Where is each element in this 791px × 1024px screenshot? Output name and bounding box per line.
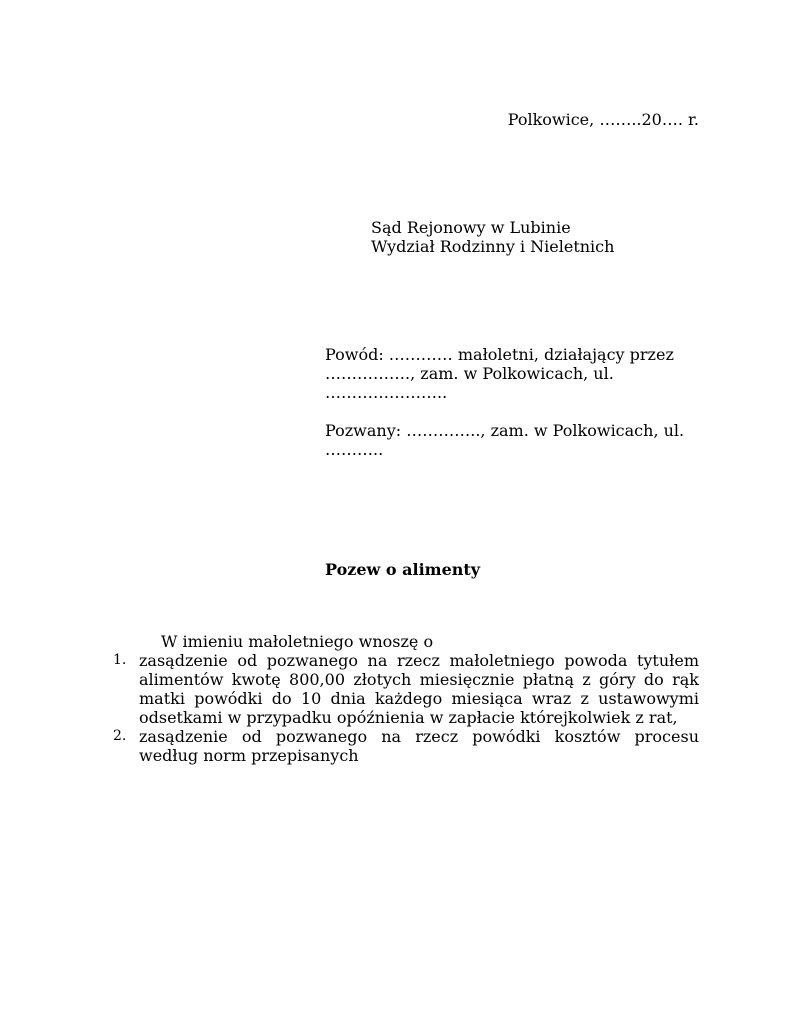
- requests-list: [107, 651, 699, 765]
- document-title: Pozew o alimenty: [325, 560, 481, 579]
- place-date-line: Polkowice, ……..20…. r.: [507, 110, 699, 129]
- request-text: zasądzenie od pozwanego na rzecz małoletniego powoda tytułem alimentów kwotę 800,00 złotych miesięcznie płatną z góry do rąk matki powódki do 10 dnia każdego miesiąca wraz z ustawowymi odsetkami w przypadku opóźnienia w zapłacie którejkolwiek z rat,: [139, 651, 699, 727]
- court-division: Wydział Rodzinny i Nieletnich: [371, 237, 615, 256]
- request-number: 1.: [113, 652, 127, 668]
- plaintiff-info: Powód: ………… małoletni, działający przez ……………., zam. w Polkowicach, ul. …………………..: [325, 345, 674, 402]
- request-item: [107, 727, 699, 765]
- parties-block: [325, 345, 705, 459]
- request-text: zasądzenie od pozwanego na rzecz powódki kosztów procesu według norm przepisanych: [139, 727, 699, 765]
- defendant-info: Pozwany: ………….., zam. w Polkowicach, ul. ………..: [325, 421, 685, 459]
- request-item: [107, 651, 699, 727]
- request-number: 2.: [113, 728, 127, 744]
- court-name: Sąd Rejonowy w Lubinie: [371, 218, 571, 237]
- document-intro: W imieniu małoletniego wnoszę o: [161, 632, 434, 651]
- court-address-block: [371, 218, 614, 256]
